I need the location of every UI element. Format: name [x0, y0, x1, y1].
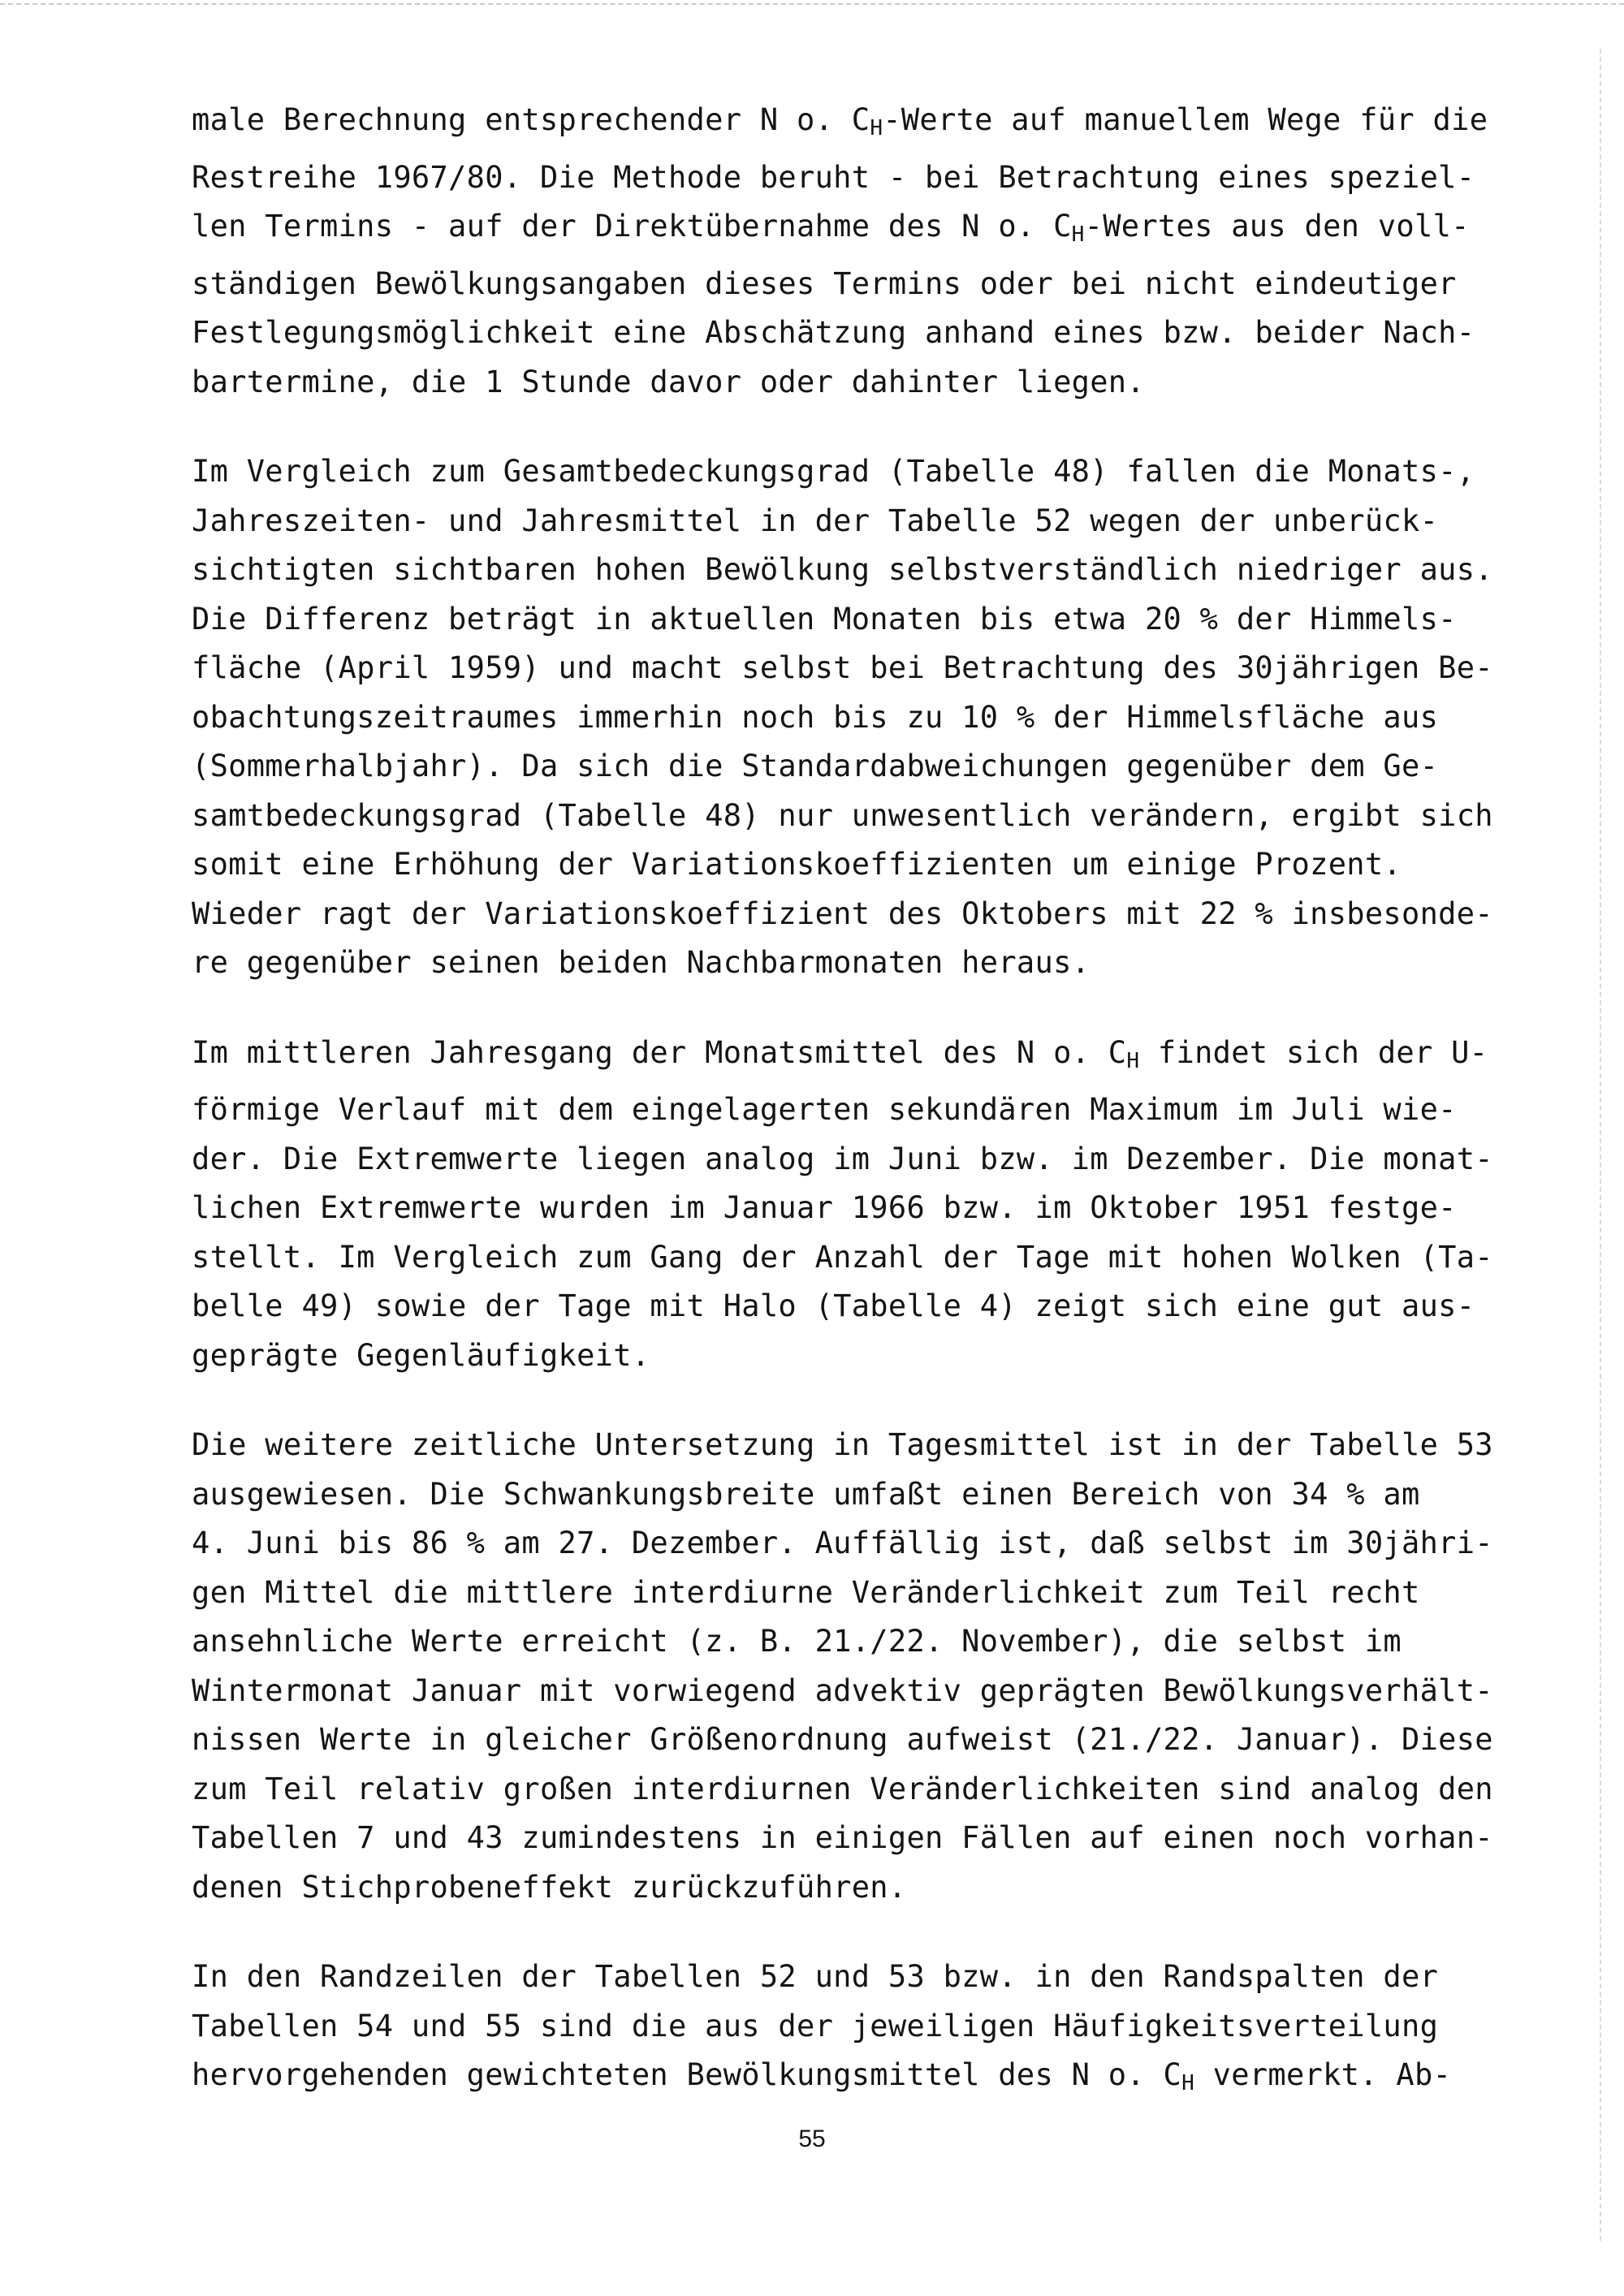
text-line: lichen Extremwerte wurden im Januar 1966 bzw. im Oktober 1951 festge-: [192, 1190, 1457, 1225]
paragraph-4: [192, 1421, 1493, 1912]
text-line: obachtungszeitraumes immerhin noch bis zu 10 % der Himmelsfläche aus: [192, 699, 1439, 735]
scan-right-edge: [1600, 49, 1601, 2241]
paragraph-3: [192, 1029, 1493, 1381]
text-line: samtbedeckungsgrad (Tabelle 48) nur unwesentlich verändern, ergibt sich: [192, 797, 1493, 833]
scan-top-edge: [0, 3, 1624, 5]
text-line: In den Randzeilen der Tabellen 52 und 53 bzw. in den Randspalten der: [192, 1959, 1439, 1994]
paragraph-2: [192, 447, 1493, 988]
text-line: ausgewiesen. Die Schwankungsbreite umfaßt einen Bereich von 34 % am: [192, 1476, 1420, 1512]
subscript-h: H: [870, 116, 883, 140]
text-line: belle 49) sowie der Tage mit Halo (Tabelle 4) zeigt sich eine gut aus-: [192, 1288, 1475, 1323]
text-line: Im Vergleich zum Gesamtbedeckungsgrad (Tabelle 48) fallen die Monats-,: [192, 454, 1475, 489]
text-line: der. Die Extremwerte liegen analog im Juni bzw. im Dezember. Die monat-: [192, 1141, 1493, 1176]
text-line: Wintermonat Januar mit vorwiegend advektiv geprägten Bewölkungsverhält-: [192, 1672, 1493, 1708]
text-line: Restreihe 1967/80. Die Methode beruht - bei Betrachtung eines speziel-: [192, 159, 1475, 195]
text-line: sichtigten sichtbaren hohen Bewölkung selbstverständlich niedriger aus.: [192, 552, 1493, 587]
text-line: male Berechnung entsprechender N o. $C_H$-Werte auf manuellem Wege für die: [192, 102, 1488, 140]
text-line: nissen Werte in gleicher Größenordnung aufweist (21./22. Januar). Diese: [192, 1722, 1493, 1757]
text-line: stellt. Im Vergleich zum Gang der Anzahl der Tage mit hohen Wolken (Ta-: [192, 1239, 1493, 1275]
text-line: förmige Verlauf mit dem eingelagerten sekundären Maximum im Juli wie-: [192, 1092, 1457, 1127]
text-line: gen Mittel die mittlere interdiurne Veränderlichkeit zum Teil recht: [192, 1574, 1420, 1610]
page-number: 55: [798, 2126, 826, 2152]
text-line: denen Stichprobeneffekt zurückzuführen.: [192, 1869, 907, 1905]
text-line: Wieder ragt der Variationskoeffizient des Oktobers mit 22 % insbesonde-: [192, 896, 1493, 931]
subscript-h: H: [1126, 1048, 1140, 1073]
text-line: Tabellen 7 und 43 zumindestens in einigen Fällen auf einen noch vorhan-: [192, 1820, 1493, 1855]
text-line: somit eine Erhöhung der Variationskoeffizienten um einige Prozent.: [192, 847, 1402, 882]
text-line: ständigen Bewölkungsangaben dieses Termins oder bei nicht eindeutiger: [192, 265, 1457, 301]
text-line: Festlegungsmöglichkeit eine Abschätzung anhand eines bzw. beider Nach-: [192, 315, 1475, 350]
text-line: re gegenüber seinen beiden Nachbarmonaten heraus.: [192, 945, 1091, 980]
paragraph-1: [192, 96, 1488, 407]
subscript-h: H: [1071, 222, 1085, 247]
subscript-h: H: [1181, 2071, 1195, 2095]
text-line: ansehnliche Werte erreicht (z. B. 21./22. November), die selbst im: [192, 1624, 1402, 1659]
text-line: fläche (April 1959) und macht selbst bei Betrachtung des 30jährigen Be-: [192, 650, 1493, 685]
text-line: hervorgehenden gewichteten Bewölkungsmittel des N o. $C_H$ vermerkt. Ab-: [192, 2057, 1452, 2095]
text-line: geprägte Gegenläufigkeit.: [192, 1337, 650, 1373]
paragraph-5: [192, 1953, 1452, 2108]
text-line: bartermine, die 1 Stunde davor oder dahinter liegen.: [192, 364, 1145, 399]
document-body: [192, 96, 1493, 2149]
text-line: (Sommerhalbjahr). Da sich die Standardabweichungen gegenüber dem Ge-: [192, 749, 1439, 783]
text-line: Die weitere zeitliche Untersetzung in Tagesmittel ist in der Tabelle 53: [192, 1427, 1493, 1462]
text-line: Die Differenz beträgt in aktuellen Monaten bis etwa 20 % der Himmels-: [192, 601, 1457, 637]
text-line: 4. Juni bis 86 % am 27. Dezember. Auffällig ist, daß selbst im 30jähri-: [192, 1526, 1493, 1560]
text-line: zum Teil relativ großen interdiurnen Veränderlichkeiten sind analog den: [192, 1771, 1493, 1806]
text-line: Tabellen 54 und 55 sind die aus der jeweiligen Häufigkeitsverteilung: [192, 2008, 1439, 2044]
text-line: Jahreszeiten- und Jahresmittel in der Tabelle 52 wegen der unberück-: [192, 503, 1439, 538]
text-line: Im mittleren Jahresgang der Monatsmittel des N o. $C_H$ findet sich der U-: [192, 1034, 1488, 1073]
text-line: len Termins - auf der Direktübernahme des N o. $C_H$-Wertes aus den voll-: [192, 209, 1470, 247]
